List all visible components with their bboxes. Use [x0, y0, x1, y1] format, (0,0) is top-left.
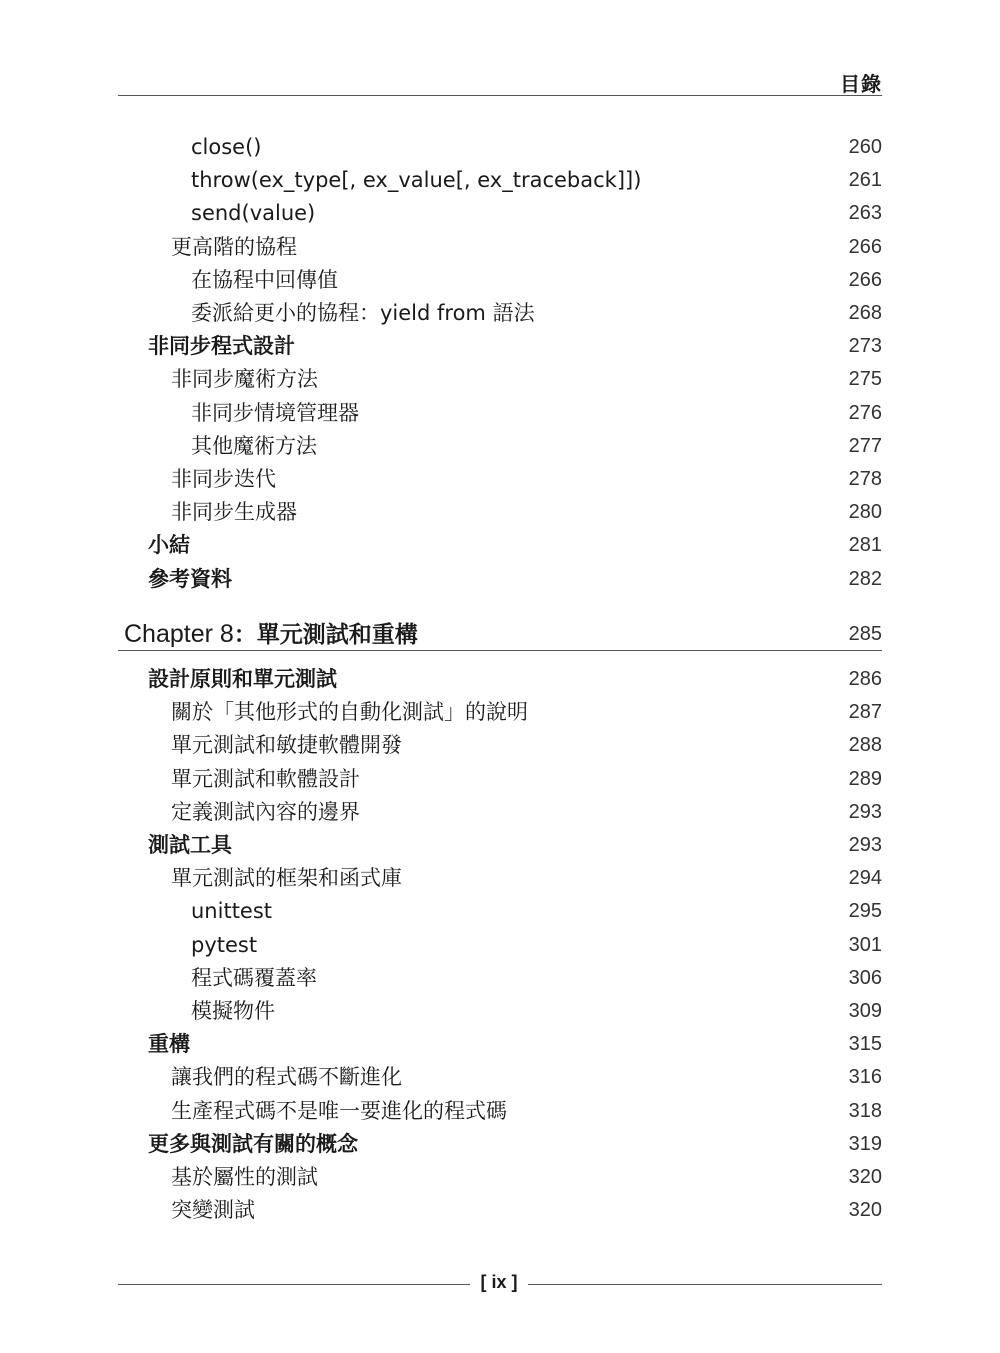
- toc-entry[interactable]: [118, 430, 882, 463]
- toc-entry-page-number: 301: [848, 933, 882, 956]
- chapter-separator: ：: [233, 621, 257, 648]
- toc-entry[interactable]: [118, 529, 882, 562]
- toc-entry[interactable]: [118, 197, 882, 230]
- toc-entry-title: 設計原則和單元測試: [148, 667, 337, 691]
- toc-entry-title: 基於屬性的測試: [171, 1165, 318, 1189]
- toc-entry-page-number: 268: [848, 302, 882, 324]
- toc-entry-page-number: 295: [848, 900, 882, 923]
- toc-entry-page-number: 319: [848, 1132, 882, 1155]
- toc-entry-page-number: 288: [848, 734, 882, 757]
- toc-entry-page-number: 293: [848, 834, 882, 856]
- toc-entry-page-number: 266: [848, 268, 882, 291]
- toc-entry[interactable]: [118, 397, 882, 430]
- toc-entry[interactable]: [118, 330, 882, 363]
- toc-entry-page-number: 294: [848, 867, 882, 890]
- toc-entry[interactable]: [118, 696, 882, 729]
- toc-entry-title: 非同步迭代: [171, 467, 276, 491]
- toc-entry-title: 單元測試和敏捷軟體開發: [171, 733, 402, 758]
- toc-entry-title: 讓我們的程式碼不斷進化: [171, 1065, 402, 1090]
- toc-entry[interactable]: [118, 231, 882, 264]
- toc-entry-page-number: 293: [848, 800, 882, 823]
- toc-entry-page-number: 277: [848, 434, 882, 457]
- toc-entry-title: 更高階的協程: [171, 234, 297, 259]
- toc-entry[interactable]: [118, 895, 882, 928]
- toc-entry-title: 非同步情境管理器: [191, 400, 359, 425]
- toc-entry-title: 更多與測試有關的概念: [148, 1131, 358, 1156]
- toc-entry[interactable]: [118, 962, 882, 995]
- toc-entry-page-number: 263: [848, 202, 882, 225]
- toc-entry-page-number: 315: [848, 1033, 882, 1056]
- toc-entry-title: 非同步魔術方法: [171, 367, 318, 392]
- toc-entry-title: send(value): [191, 201, 316, 226]
- toc-entry[interactable]: [118, 164, 882, 197]
- toc-entry-title: 模擬物件: [191, 999, 275, 1023]
- toc-entry[interactable]: [118, 297, 882, 330]
- chapter-name: 單元測試和重構: [256, 621, 418, 648]
- toc-entry-page-number: 316: [848, 1066, 882, 1089]
- toc-entry-title: unittest: [191, 899, 273, 924]
- chapter-page-number: 285: [848, 622, 882, 645]
- toc-entry[interactable]: [118, 763, 882, 796]
- toc-entry-page-number: 306: [848, 966, 882, 989]
- toc-entry[interactable]: [118, 264, 882, 297]
- toc-entry-page-number: 266: [848, 235, 882, 258]
- toc-entry-page-number: 286: [848, 668, 882, 690]
- toc-entry-page-number: 276: [848, 401, 882, 424]
- toc-entry[interactable]: [118, 363, 882, 396]
- toc-entry[interactable]: [118, 1095, 882, 1128]
- toc-entry-title: 測試工具: [148, 833, 232, 857]
- toc-entry-page-number: 281: [848, 534, 882, 557]
- toc-entry-page-number: 309: [848, 1000, 882, 1022]
- toc-entry-title: throw(ex_type[, ex_value[, ex_traceback]]): [191, 168, 642, 193]
- toc-entry-title: 委派給更小的協程：yield from 語法: [191, 301, 535, 325]
- page-header-title: 目錄: [840, 72, 882, 96]
- toc-entry-title: 程式碼覆蓋率: [191, 965, 317, 990]
- toc-entry[interactable]: [118, 829, 882, 862]
- toc-entry[interactable]: [118, 563, 882, 596]
- toc-entry-title: 單元測試和軟體設計: [171, 766, 360, 791]
- toc-entry-page-number: 273: [848, 335, 882, 358]
- toc-entry-page-number: 320: [848, 1166, 882, 1188]
- footer-page-number: [ ix ]: [480, 1272, 518, 1292]
- toc-entry[interactable]: [118, 463, 882, 496]
- toc-entry-page-number: 320: [848, 1199, 882, 1222]
- toc-entry[interactable]: [118, 796, 882, 829]
- toc-entry[interactable]: [118, 1194, 882, 1227]
- toc-entry-page-number: 289: [848, 767, 882, 790]
- toc-entry-page-number: 260: [848, 136, 882, 158]
- toc-entry[interactable]: [118, 1028, 882, 1061]
- toc-entry-page-number: 278: [848, 468, 882, 490]
- toc-entry-title: 非同步程式設計: [148, 334, 295, 359]
- toc-entry-page-number: 282: [848, 567, 882, 590]
- toc-entry[interactable]: [118, 995, 882, 1028]
- toc-entry[interactable]: [118, 1161, 882, 1194]
- toc-entry-page-number: 318: [848, 1099, 882, 1122]
- chapter-label: Chapter 8: [124, 619, 234, 648]
- toc-entry-page-number: 280: [848, 501, 882, 524]
- toc-entry-title: 在協程中回傳值: [191, 267, 338, 292]
- toc-entry-title: 參考資料: [148, 566, 232, 591]
- toc-entry-page-number: 275: [848, 368, 882, 391]
- toc-entry-title: 生產程式碼不是唯一要進化的程式碼: [171, 1098, 507, 1123]
- toc-entry[interactable]: [118, 1061, 882, 1094]
- toc-entry-title: 關於「其他形式的自動化測試」的說明: [171, 700, 528, 725]
- toc-entry-title: 重構: [148, 1032, 190, 1057]
- toc-entry-title: 定義測試內容的邊界: [171, 799, 360, 824]
- toc-entry[interactable]: [118, 929, 882, 962]
- toc-entry-title: 非同步生成器: [171, 500, 297, 525]
- toc-entry-title: 單元測試的框架和函式庫: [171, 866, 402, 891]
- toc-chapter-heading[interactable]: [118, 614, 882, 654]
- toc-entry-title: 其他魔術方法: [191, 433, 317, 458]
- toc-entry-title: 突變測試: [171, 1198, 255, 1223]
- toc-entry-title: close(): [191, 135, 262, 159]
- toc-entry[interactable]: [118, 1128, 882, 1161]
- toc-entry[interactable]: [118, 862, 882, 895]
- chapter-rule: [118, 650, 882, 651]
- toc-entry-title: pytest: [191, 932, 258, 957]
- toc-entry[interactable]: [118, 496, 882, 529]
- toc-entry-page-number: 287: [848, 701, 882, 724]
- footer-rule-right: [528, 1284, 882, 1285]
- toc-entry[interactable]: [118, 131, 882, 164]
- chapter-title: [118, 617, 418, 652]
- toc-entry[interactable]: [118, 663, 882, 696]
- toc-entry-title: 小結: [148, 533, 190, 558]
- toc-entry[interactable]: [118, 729, 882, 762]
- footer-rule-left: [118, 1284, 470, 1285]
- toc-entry-page-number: 261: [848, 169, 882, 192]
